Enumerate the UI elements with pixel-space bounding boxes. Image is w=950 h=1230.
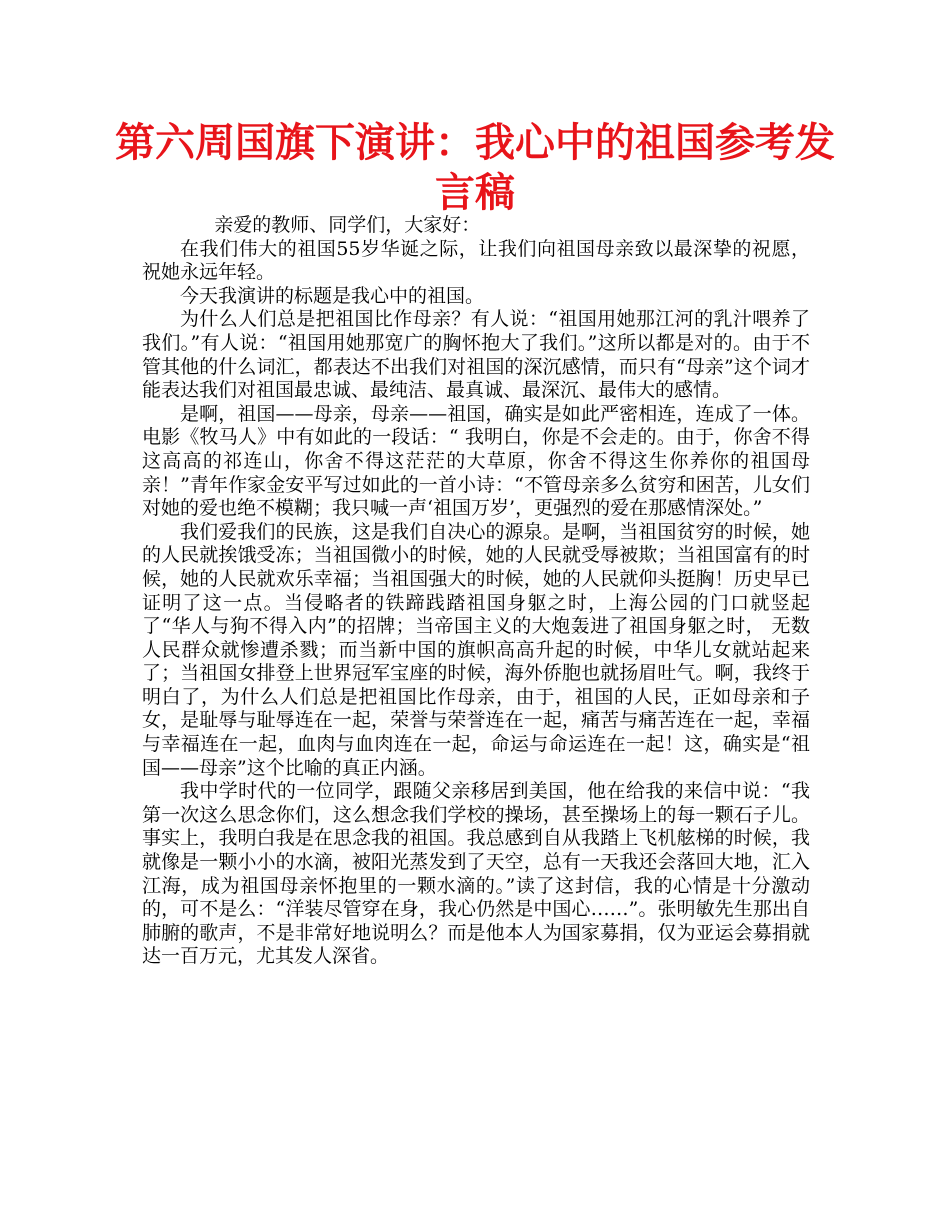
paragraph: 在我们伟大的祖国55岁华诞之际，让我们向祖国母亲致以最深挚的祝愿，祝她永远年轻。 <box>142 237 810 284</box>
paragraph: 我中学时代的一位同学，跟随父亲移居到美国，他在给我的来信中说：“我第一次这么思念你们，这么想念我们学校的操场，甚至操场上的每一颗石子儿。事实上，我明白我是在思念我的祖国。我总感到自从我踏上飞机舷梯的时候，我就像是一颗小小的水滴，被阳光蒸发到了天空，总有一天我还会落回大地，汇入江海，成为祖国母亲怀抱里的一颗水滴的。”读了这封信，我的心情是十分激动的，可不是么：“洋装尽管穿在身，我心仍然是中国心……”。张明敏先生那出自肺腑的歌声，不是非常好地说明么？而是他本人为国家募捐，仅为亚运会募捐就达一百万元，尤其发人深省。 <box>142 780 810 968</box>
document-title: 第六周国旗下演讲：我心中的祖国参考发言稿 <box>115 120 835 216</box>
paragraph: 我们爱我们的民族，这是我们自决心的源泉。是啊，当祖国贫穷的时候，她的人民就挨饿受冻；当祖国微小的时候，她的人民就受辱被欺；当祖国富有的时候，她的人民就欢乐幸福；当祖国强大的时候，她的人民就仰头挺胸！历史早已证明了这一点。当侵略者的铁蹄践踏祖国身躯之时，上海公园的门口就竖起了“华人与狗不得入内”的招牌；当帝国主义的大炮轰进了祖国身躯之时， 无数人民群众就惨遭杀戮；而当新中国的旗帜高高升起的时候，中华儿女就站起来了；当祖国女排登上世界冠军宝座的时候，海外侨胞也就扬眉吐气。啊，我终于明白了，为什么人们总是把祖国比作母亲，由于，祖国的人民，正如母亲和子女，是耻辱与耻辱连在一起，荣誉与荣誉连在一起，痛苦与痛苦连在一起，幸福与幸福连在一起，血肉与血肉连在一起，命运与命运连在一起！这，确实是“祖国——母亲”这个比喻的真正内涵。 <box>142 520 810 779</box>
paragraph: 为什么人们总是把祖国比作母亲？有人说：“祖国用她那江河的乳汁喂养了我们。”有人说：“祖国用她那宽广的胸怀抱大了我们。”这所以都是对的。由于不管其他的什么词汇，都表达不出我们对祖国的深沉感情，而只有“母亲”这个词才能表达我们对祖国最忠诚、最纯洁、最真诚、最深沉、最伟大的感情。 <box>142 308 810 402</box>
paragraph: 是啊，祖国——母亲，母亲——祖国，确实是如此严密相连，连成了一体。电影《牧马人》中有如此的一段话：“ 我明白，你是不会走的。由于，你舍不得这高高的祁连山，你舍不得这茫茫的大草原，你舍不得这生你养你的祖国母亲！”青年作家金安平写过如此的一首小诗：“不管母亲多么贫穷和困苦，儿女们对她的爱也绝不模糊；我只喊一声‘祖国万岁’，更强烈的爱在那感情深处。” <box>142 402 810 520</box>
greeting: 亲爱的教师、同学们，大家好： <box>214 214 481 236</box>
document-body <box>142 214 810 969</box>
paragraph: 今天我演讲的标题是我心中的祖国。 <box>180 284 485 307</box>
